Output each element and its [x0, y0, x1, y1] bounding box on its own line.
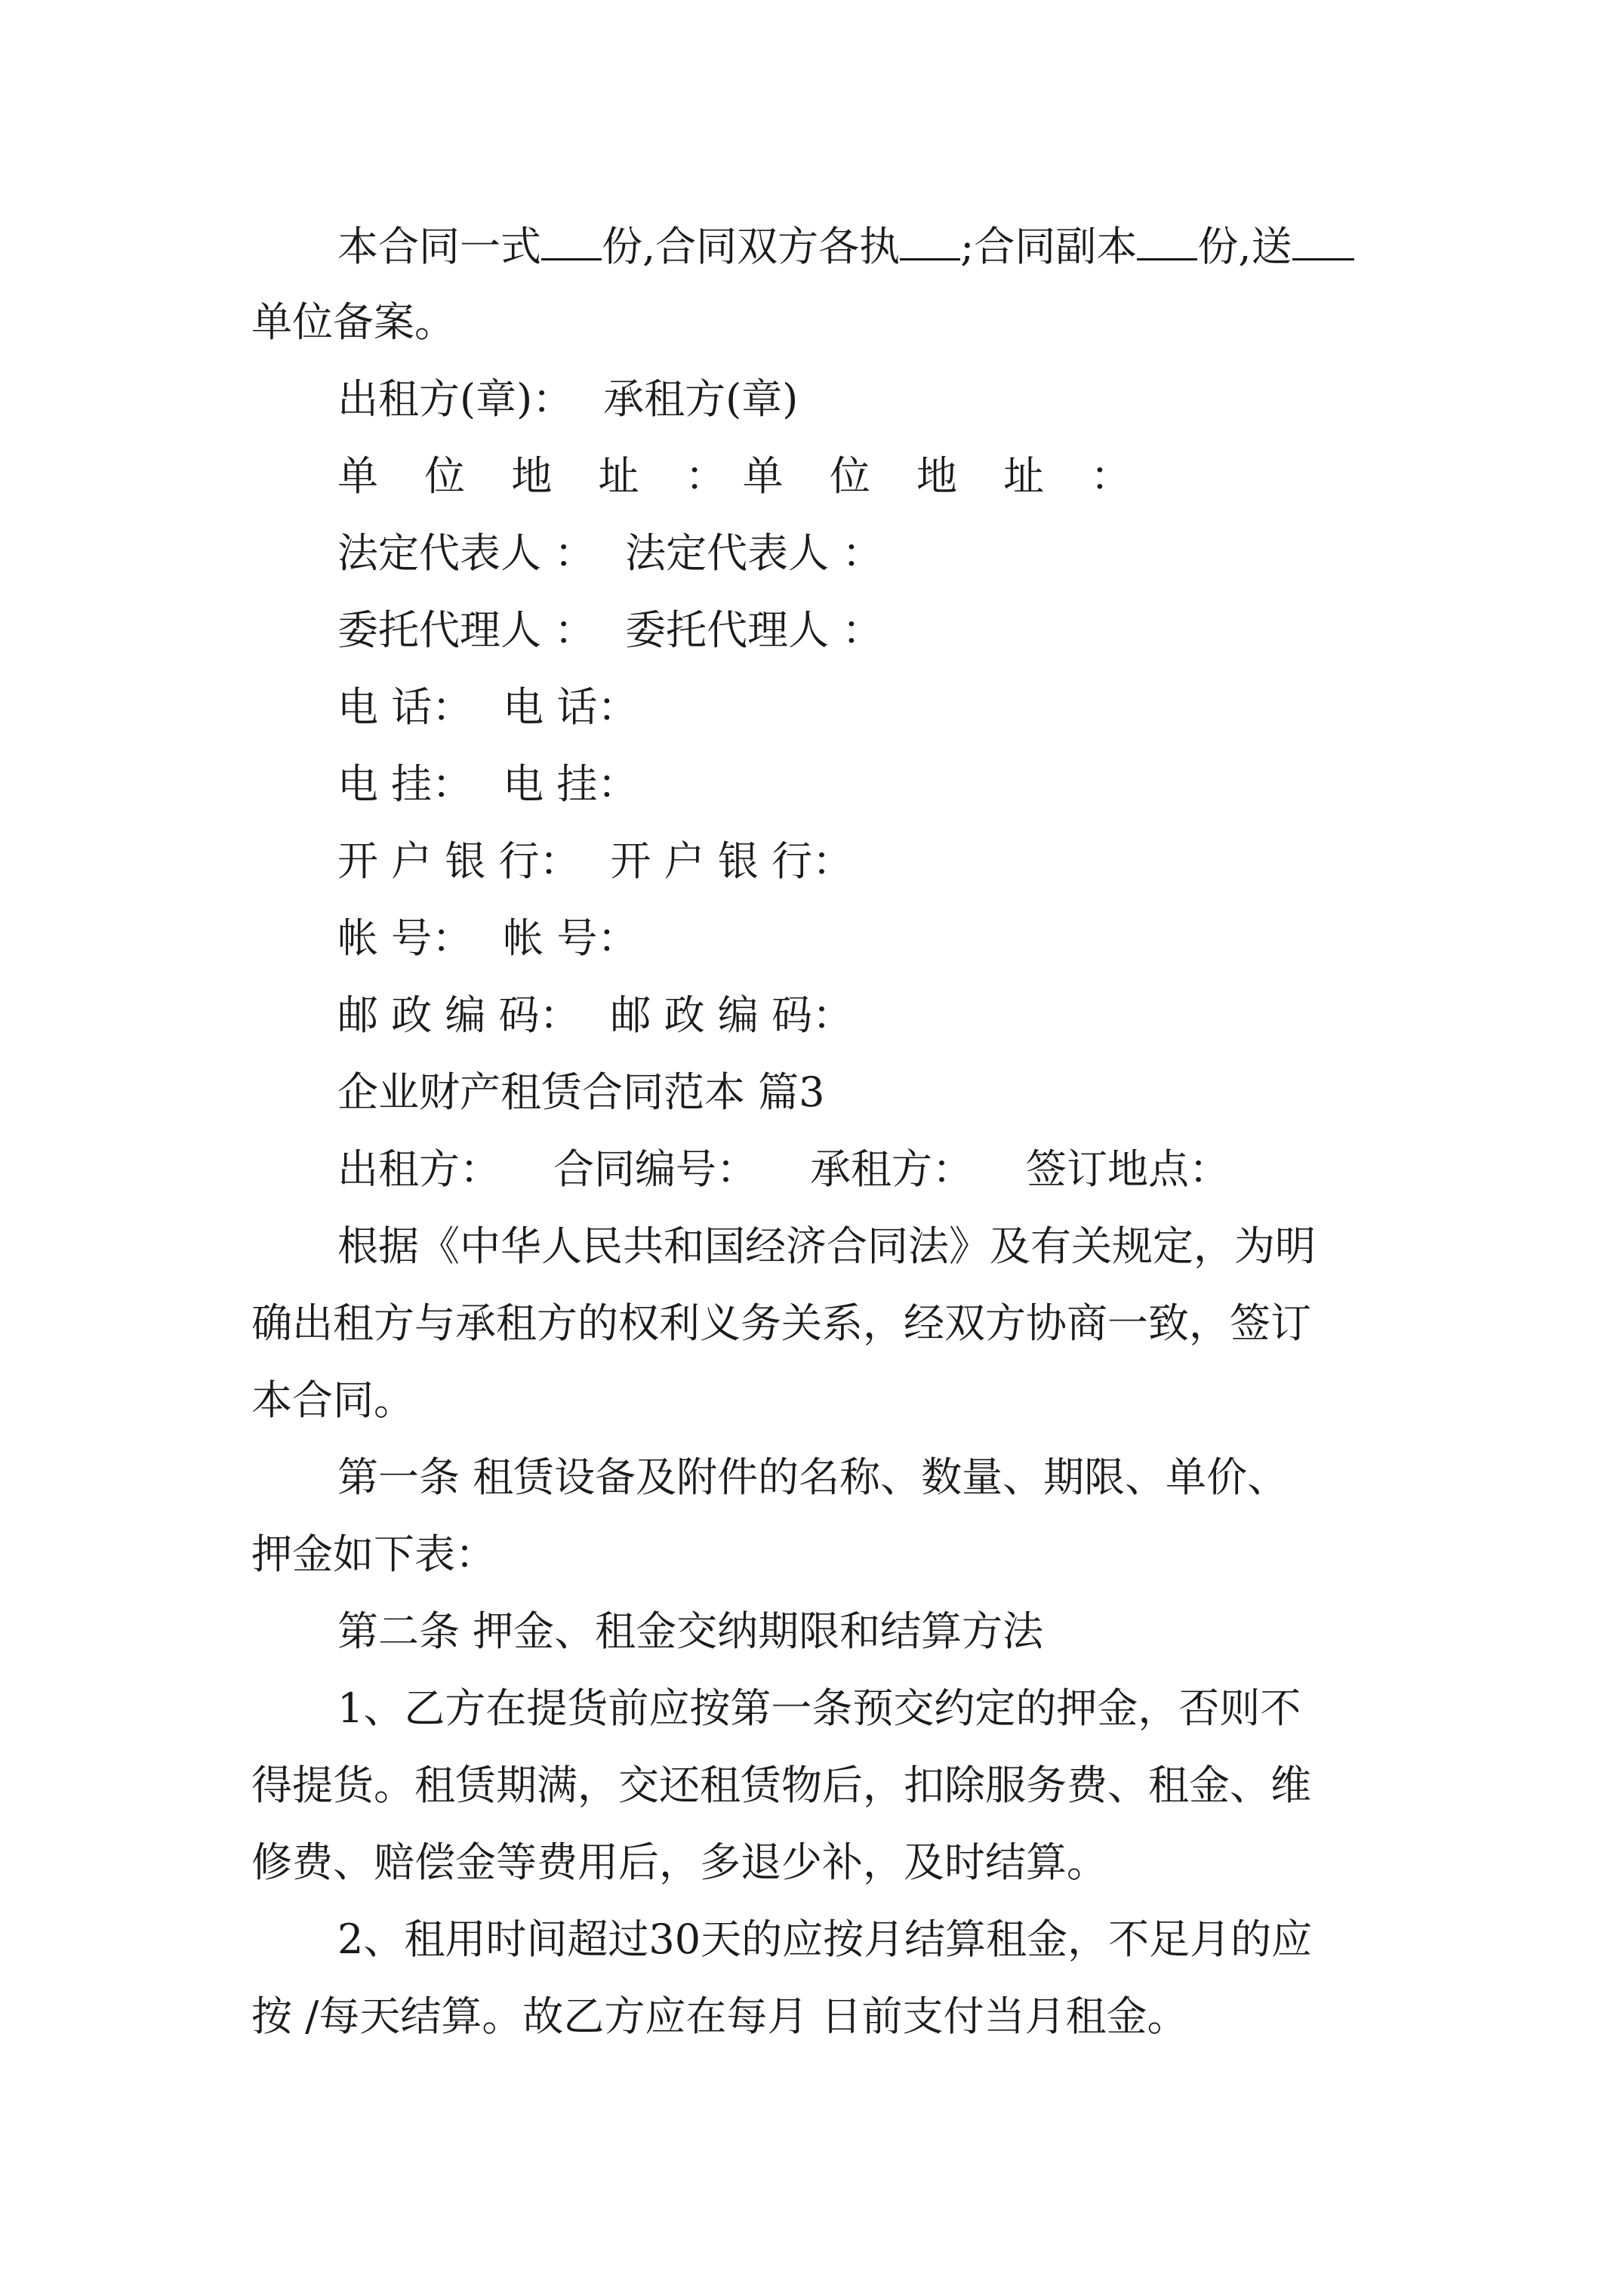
- signature-row-phone: [337, 683, 638, 732]
- signature-row-account: [337, 914, 638, 963]
- signature-row-legal-rep: [337, 529, 882, 578]
- party-a-label: 出租方(章)：: [337, 375, 574, 423]
- copies-text-2: 份,合同双方各执: [602, 223, 901, 270]
- party-b-label: 邮 政 编 码：: [610, 991, 853, 1039]
- lessor-label: 出租方：: [337, 1145, 500, 1193]
- party-a-label: 帐 号：: [337, 914, 473, 962]
- party-a-label: 邮 政 编 码：: [337, 991, 581, 1039]
- signature-row-telegraph: [337, 760, 638, 809]
- contract-header-row: [337, 1145, 1230, 1194]
- party-b-label: 电 话：: [503, 683, 639, 731]
- contract-number-label: 合同编号：: [553, 1145, 757, 1193]
- party-b-label: 委托代理人 ：: [625, 606, 883, 654]
- signature-row-agent: [337, 606, 882, 655]
- article-2-title: 第二条 押金、租金交纳期限和结算方法: [337, 1607, 1044, 1655]
- intro-line-3: 本合同。: [251, 1376, 414, 1424]
- party-a-label: 法定代表人 ：: [337, 529, 596, 577]
- copies-clause-line-1: [337, 223, 1354, 271]
- copies-text-3: ;合同副本: [960, 223, 1138, 270]
- party-b-label: 单 位 地 址 ：: [742, 452, 1148, 500]
- article-2-item-1-line-1: 1、乙方在提货前应按第一条预交约定的押金，否则不: [337, 1684, 1301, 1732]
- intro-line-2: 确出租方与承租方的权利义务关系，经双方协商一致，签订: [251, 1299, 1311, 1347]
- signing-place-label: 签订地点：: [1026, 1145, 1230, 1193]
- party-a-label: 电 挂：: [337, 760, 473, 808]
- party-a-label: 单 位 地 址 ：: [337, 452, 743, 500]
- blank-field: [900, 225, 960, 260]
- article-1-line-2: 押金如下表：: [251, 1530, 496, 1578]
- party-b-label: 帐 号：: [503, 914, 639, 962]
- signature-row-bank: [337, 837, 853, 886]
- signature-row-seal: [337, 375, 798, 424]
- party-a-label: 电 话：: [337, 683, 473, 731]
- party-b-label: 电 挂：: [503, 760, 639, 808]
- blank-field: [1292, 225, 1354, 260]
- party-b-label: 开 户 银 行：: [610, 837, 853, 885]
- article-2-item-1-line-2: 得提货。租赁期满，交还租赁物后，扣除服务费、租金、维: [251, 1761, 1311, 1809]
- signature-row-postcode: [337, 991, 853, 1040]
- copies-text-1: 本合同一式: [337, 223, 541, 270]
- party-b-label: 承租方(章): [603, 375, 799, 423]
- party-a-label: 委托代理人 ：: [337, 606, 596, 654]
- copies-text-4: 份,送: [1197, 223, 1292, 270]
- article-2-item-2-line-2: 按 /每天结算。故乙方应在每月 日前支付当月租金。: [251, 1992, 1188, 2040]
- lessee-label: 承租方：: [810, 1145, 973, 1193]
- blank-field: [1137, 225, 1197, 260]
- section-title: 企业财产租赁合同范本 篇3: [337, 1068, 825, 1116]
- article-1-line-1: 第一条 租赁设备及附件的名称、数量、期限、单价、: [337, 1453, 1289, 1501]
- copies-clause-line-2: 单位备案。: [251, 298, 455, 346]
- party-a-label: 开 户 银 行：: [337, 837, 581, 885]
- article-2-item-2-line-1: 2、租用时间超过30天的应按月结算租金，不足月的应: [337, 1915, 1313, 1963]
- article-2-item-1-line-3: 修费、赔偿金等费用后，多退少补，及时结算。: [251, 1838, 1107, 1886]
- signature-row-address: [337, 452, 1147, 501]
- party-b-label: 法定代表人 ：: [625, 529, 883, 577]
- blank-field: [541, 225, 602, 260]
- intro-line-1: 根据《中华人民共和国经济合同法》及有关规定，为明: [337, 1222, 1316, 1270]
